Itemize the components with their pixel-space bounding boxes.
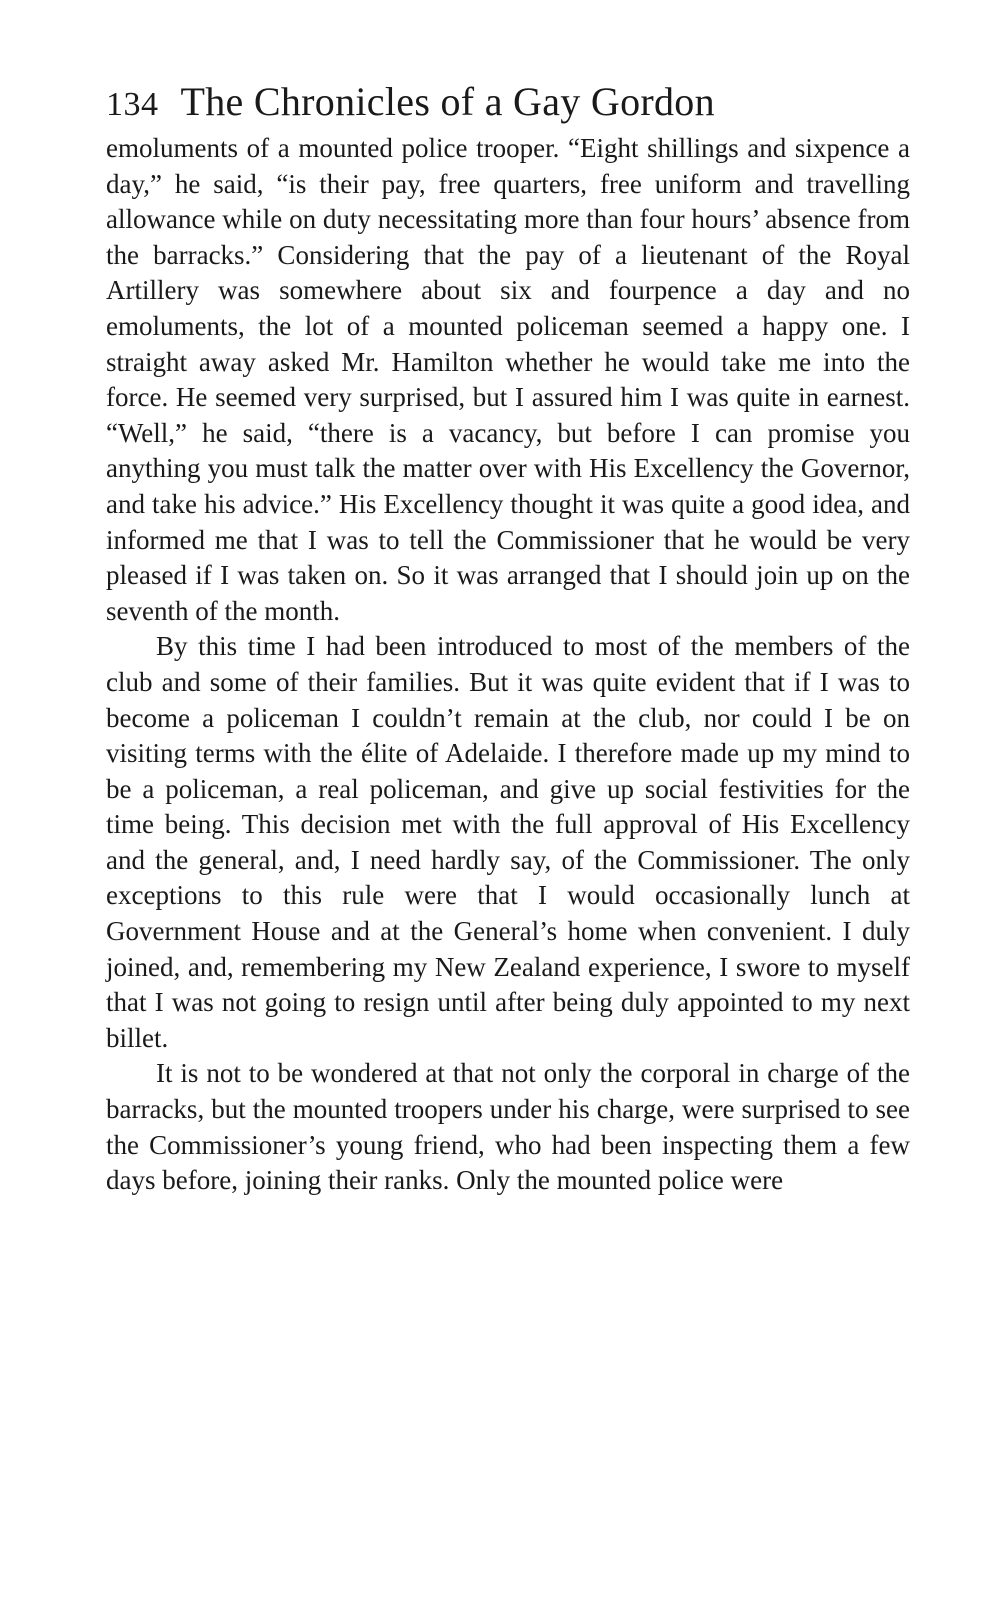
page-number: 134 <box>106 86 159 123</box>
paragraph: By this time I had been introduced to most of the members of the club and some of their families. But it was quite evident that if I was to become a policeman I couldn’t remain at the club, nor could I be on visiting terms with the élite of Adelaide. I therefore made up my mind to be a policeman, a real policeman, and give up social festivities for the time being. This decision met with the full approval of His Excellency and the general, and, I need hardly say, of the Commissioner. The only exceptions to this rule were that I would occasionally lunch at Government House and at the General’s home when convenient. I duly joined, and, remembering my New Zealand experience, I swore to myself that I was not going to resign until after being duly appointed to my next billet. <box>106 631 910 1053</box>
body-text <box>106 131 910 1199</box>
book-page <box>106 78 910 1199</box>
paragraph-continued: emoluments of a mounted police trooper. “Eight shillings and sixpence a day,” he said, “is their pay, free quarters, free uniform and travelling allowance while on duty necessitating more than four hours’ absence from the barracks.” Considering that the pay of a lieutenant of the Royal Artillery was somewhere about six and fourpence a day and no emoluments, the lot of a mounted policeman seemed a happy one. I straight away asked Mr. Hamilton whether he would take me into the force. He seemed very surprised, but I assured him I was quite in earnest. “Well,” he said, “there is a vacancy, but before I can promise you anything you must talk the matter over with His Excellency the Governor, and take his advice.” His Excellency thought it was quite a good idea, and informed me that I was to tell the Commissioner that he would be very pleased if I was taken on. So it was arranged that I should join up on the seventh of the month. <box>106 133 910 626</box>
paragraph: It is not to be wondered at that not only the corporal in charge of the barracks, but the mounted troopers under his charge, were surprised to see the Commissioner’s young friend, who had been inspecting them a few days before, joining their ranks. Only the mounted police were <box>106 1058 910 1196</box>
running-title: The Chronicles of a Gay Gordon <box>180 79 715 124</box>
running-head <box>106 78 910 125</box>
